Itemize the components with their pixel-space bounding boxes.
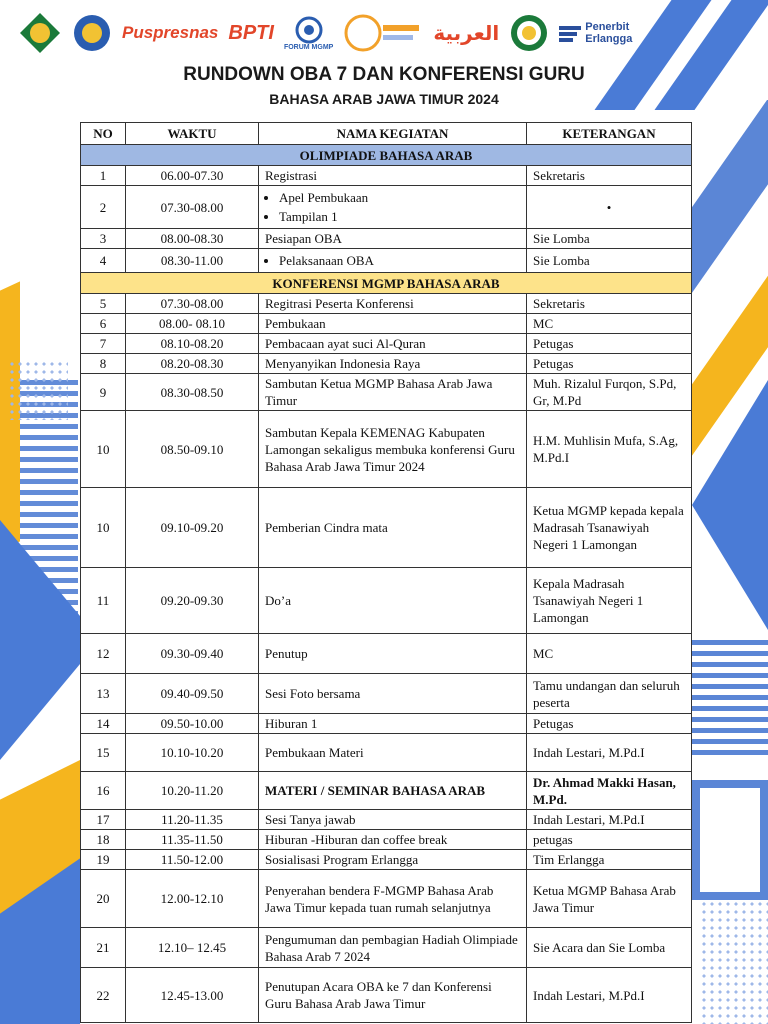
cell-nama-kegiatan: MATERI / SEMINAR BAHASA ARAB xyxy=(259,772,527,810)
activity-bullet-list xyxy=(265,189,520,225)
section-title: OLIMPIADE BAHASA ARAB xyxy=(81,145,692,166)
cell-waktu: 08.00-08.30 xyxy=(126,229,259,249)
activity-bullet-item: • Pelaksanaan OBA xyxy=(279,252,520,269)
table-body xyxy=(81,145,692,1023)
header-keterangan: KETERANGAN xyxy=(527,123,692,145)
cell-nama-kegiatan: Pesiapan OBA xyxy=(259,229,527,249)
page-title: RUNDOWN OBA 7 DAN KONFERENSI GURU xyxy=(183,64,585,85)
cell-waktu: 11.20-11.35 xyxy=(126,810,259,830)
header-waktu: WAKTU xyxy=(126,123,259,145)
table-row xyxy=(81,374,692,411)
cell-waktu: 12.10– 12.45 xyxy=(126,928,259,968)
cell-nama-kegiatan: Penutup xyxy=(259,634,527,674)
table-row xyxy=(81,334,692,354)
table-row xyxy=(81,850,692,870)
cell-nama-kegiatan: Pembukaan xyxy=(259,314,527,334)
cell-waktu: 09.50-10.00 xyxy=(126,714,259,734)
cell-keterangan: • xyxy=(527,186,692,229)
cell-no: 10 xyxy=(81,411,126,488)
cell-keterangan: Petugas xyxy=(527,714,692,734)
dot-pattern xyxy=(700,900,768,1024)
cell-waktu: 08.20-08.30 xyxy=(126,354,259,374)
table-row xyxy=(81,354,692,374)
cell-no: 9 xyxy=(81,374,126,411)
bpti-logo: BPTI xyxy=(228,21,274,44)
green-emblem-logo xyxy=(509,13,549,53)
cell-no: 14 xyxy=(81,714,126,734)
cell-keterangan: Petugas xyxy=(527,334,692,354)
cell-no: 10 xyxy=(81,488,126,568)
cell-no: 22 xyxy=(81,968,126,1023)
section-header-row xyxy=(81,145,692,166)
blue-square-outline xyxy=(692,780,768,900)
cell-nama-kegiatan: Regitrasi Peserta Konferensi xyxy=(259,294,527,314)
cell-no: 12 xyxy=(81,634,126,674)
table-row xyxy=(81,568,692,634)
cell-waktu: 10.20-11.20 xyxy=(126,772,259,810)
sponsor-logos xyxy=(18,10,758,56)
cell-keterangan: H.M. Muhlisin Mufa, S.Ag, M.Pd.I xyxy=(527,411,692,488)
table-row xyxy=(81,870,692,928)
cell-no: 7 xyxy=(81,334,126,354)
cell-keterangan: Sekretaris xyxy=(527,294,692,314)
cell-no: 21 xyxy=(81,928,126,968)
cell-waktu: 12.45-13.00 xyxy=(126,968,259,1023)
table-row xyxy=(81,714,692,734)
cell-nama-kegiatan: Sesi Tanya jawab xyxy=(259,810,527,830)
cell-waktu: 10.10-10.20 xyxy=(126,734,259,772)
tut-wuri-logo xyxy=(72,13,112,53)
cell-no: 15 xyxy=(81,734,126,772)
cell-no: 19 xyxy=(81,850,126,870)
cell-no: 16 xyxy=(81,772,126,810)
header-nama-kegiatan: NAMA KEGIATAN xyxy=(259,123,527,145)
cell-nama-kegiatan: Registrasi xyxy=(259,166,527,186)
table-row xyxy=(81,674,692,714)
cell-keterangan: Dr. Ahmad Makki Hasan, M.Pd. xyxy=(527,772,692,810)
cell-no: 17 xyxy=(81,810,126,830)
cell-nama-kegiatan: Pemberian Cindra mata xyxy=(259,488,527,568)
puspresnas-logo: Puspresnas xyxy=(122,23,219,42)
cell-waktu: 07.30-08.00 xyxy=(126,294,259,314)
cell-waktu: 08.00- 08.10 xyxy=(126,314,259,334)
table-row xyxy=(81,186,692,229)
cell-waktu: 11.50-12.00 xyxy=(126,850,259,870)
bahasa-arab-logo xyxy=(343,13,423,53)
activity-bullet-item: • Tampilan 1 xyxy=(279,208,520,225)
cell-keterangan: Tim Erlangga xyxy=(527,850,692,870)
cell-waktu: 11.35-11.50 xyxy=(126,830,259,850)
cell-nama-kegiatan xyxy=(259,186,527,229)
dot-pattern xyxy=(8,360,68,420)
penerbit-erlangga-logo: Penerbit Erlangga xyxy=(559,21,647,45)
cell-nama-kegiatan: Pembukaan Materi xyxy=(259,734,527,772)
cell-no: 2 xyxy=(81,186,126,229)
cell-waktu: 09.40-09.50 xyxy=(126,674,259,714)
table-row xyxy=(81,830,692,850)
table-row xyxy=(81,634,692,674)
cell-keterangan: petugas xyxy=(527,830,692,850)
cell-nama-kegiatan: Sesi Foto bersama xyxy=(259,674,527,714)
table-row xyxy=(81,294,692,314)
cell-keterangan: Sekretaris xyxy=(527,166,692,186)
table-row xyxy=(81,928,692,968)
cell-nama-kegiatan: Hiburan -Hiburan dan coffee break xyxy=(259,830,527,850)
cell-nama-kegiatan: Do’a xyxy=(259,568,527,634)
table-row xyxy=(81,249,692,273)
table-header-row xyxy=(81,123,692,145)
cell-keterangan: Sie Lomba xyxy=(527,249,692,273)
table-row xyxy=(81,411,692,488)
cell-waktu: 09.10-09.20 xyxy=(126,488,259,568)
cell-waktu: 08.50-09.10 xyxy=(126,411,259,488)
cell-nama-kegiatan: Sambutan Kepala KEMENAG Kabupaten Lamongan sekaligus membuka konferensi Guru Bahasa Arab Jawa Timur 2024 xyxy=(259,411,527,488)
cell-nama-kegiatan: Sambutan Ketua MGMP Bahasa Arab Jawa Timur xyxy=(259,374,527,411)
cell-keterangan: Sie Lomba xyxy=(527,229,692,249)
cell-nama-kegiatan: Sosialisasi Program Erlangga xyxy=(259,850,527,870)
cell-keterangan: Sie Acara dan Sie Lomba xyxy=(527,928,692,968)
cell-no: 1 xyxy=(81,166,126,186)
cell-waktu: 08.10-08.20 xyxy=(126,334,259,354)
cell-no: 20 xyxy=(81,870,126,928)
rundown-table xyxy=(80,122,692,1023)
cell-waktu: 09.20-09.30 xyxy=(126,568,259,634)
right-stripe-pattern xyxy=(692,640,768,760)
cell-no: 8 xyxy=(81,354,126,374)
cell-keterangan: Indah Lestari, M.Pd.I xyxy=(527,810,692,830)
activity-bullet-list xyxy=(265,252,520,269)
cell-nama-kegiatan: Hiburan 1 xyxy=(259,714,527,734)
cell-no: 4 xyxy=(81,249,126,273)
table-row xyxy=(81,166,692,186)
cell-waktu: 12.00-12.10 xyxy=(126,870,259,928)
cell-nama-kegiatan: Pembacaan ayat suci Al-Quran xyxy=(259,334,527,354)
section-title: KONFERENSI MGMP BAHASA ARAB xyxy=(81,273,692,294)
cell-keterangan: Ketua MGMP Bahasa Arab Jawa Timur xyxy=(527,870,692,928)
page-subtitle: BAHASA ARAB JAWA TIMUR 2024 xyxy=(269,91,499,107)
header-no: NO xyxy=(81,123,126,145)
cell-no: 3 xyxy=(81,229,126,249)
cell-waktu: 07.30-08.00 xyxy=(126,186,259,229)
cell-keterangan: Ketua MGMP kepada kepala Madrasah Tsanawiyah Negeri 1 Lamongan xyxy=(527,488,692,568)
cell-waktu: 08.30-11.00 xyxy=(126,249,259,273)
table-row xyxy=(81,488,692,568)
cell-waktu: 08.30-08.50 xyxy=(126,374,259,411)
cell-nama-kegiatan: Pengumuman dan pembagian Hadiah Olimpiade Bahasa Arab 7 2024 xyxy=(259,928,527,968)
cell-no: 13 xyxy=(81,674,126,714)
activity-bullet-item: • Apel Pembukaan xyxy=(279,189,520,206)
cell-no: 5 xyxy=(81,294,126,314)
cell-nama-kegiatan xyxy=(259,249,527,273)
cell-keterangan: Tamu undangan dan seluruh peserta xyxy=(527,674,692,714)
cell-keterangan: Muh. Rizalul Furqon, S.Pd, Gr, M.Pd xyxy=(527,374,692,411)
cell-keterangan: Indah Lestari, M.Pd.I xyxy=(527,968,692,1023)
cell-keterangan: Indah Lestari, M.Pd.I xyxy=(527,734,692,772)
table-row xyxy=(81,810,692,830)
table-row xyxy=(81,734,692,772)
cell-waktu: 06.00-07.30 xyxy=(126,166,259,186)
cell-waktu: 09.30-09.40 xyxy=(126,634,259,674)
table-row xyxy=(81,229,692,249)
cell-keterangan: Petugas xyxy=(527,354,692,374)
cell-no: 6 xyxy=(81,314,126,334)
cell-nama-kegiatan: Penyerahan bendera F-MGMP Bahasa Arab Jawa Timur kepada tuan rumah selanjutnya xyxy=(259,870,527,928)
cell-keterangan: MC xyxy=(527,634,692,674)
table-row xyxy=(81,968,692,1023)
cell-keterangan: MC xyxy=(527,314,692,334)
cell-keterangan: Kepala Madrasah Tsanawiyah Negeri 1 Lamongan xyxy=(527,568,692,634)
cell-nama-kegiatan: Penutupan Acara OBA ke 7 dan Konferensi Guru Bahasa Arab Jawa Timur xyxy=(259,968,527,1023)
cell-nama-kegiatan: Menyanyikan Indonesia Raya xyxy=(259,354,527,374)
table-row xyxy=(81,772,692,810)
table-row xyxy=(81,314,692,334)
cell-no: 11 xyxy=(81,568,126,634)
kemenag-logo xyxy=(18,11,62,55)
forum-mgmp-arabiyah-logo: العربية xyxy=(433,21,500,45)
forum-mgmp-logo: FORUM MGMP xyxy=(284,16,333,51)
cell-no: 18 xyxy=(81,830,126,850)
section-header-row xyxy=(81,273,692,294)
